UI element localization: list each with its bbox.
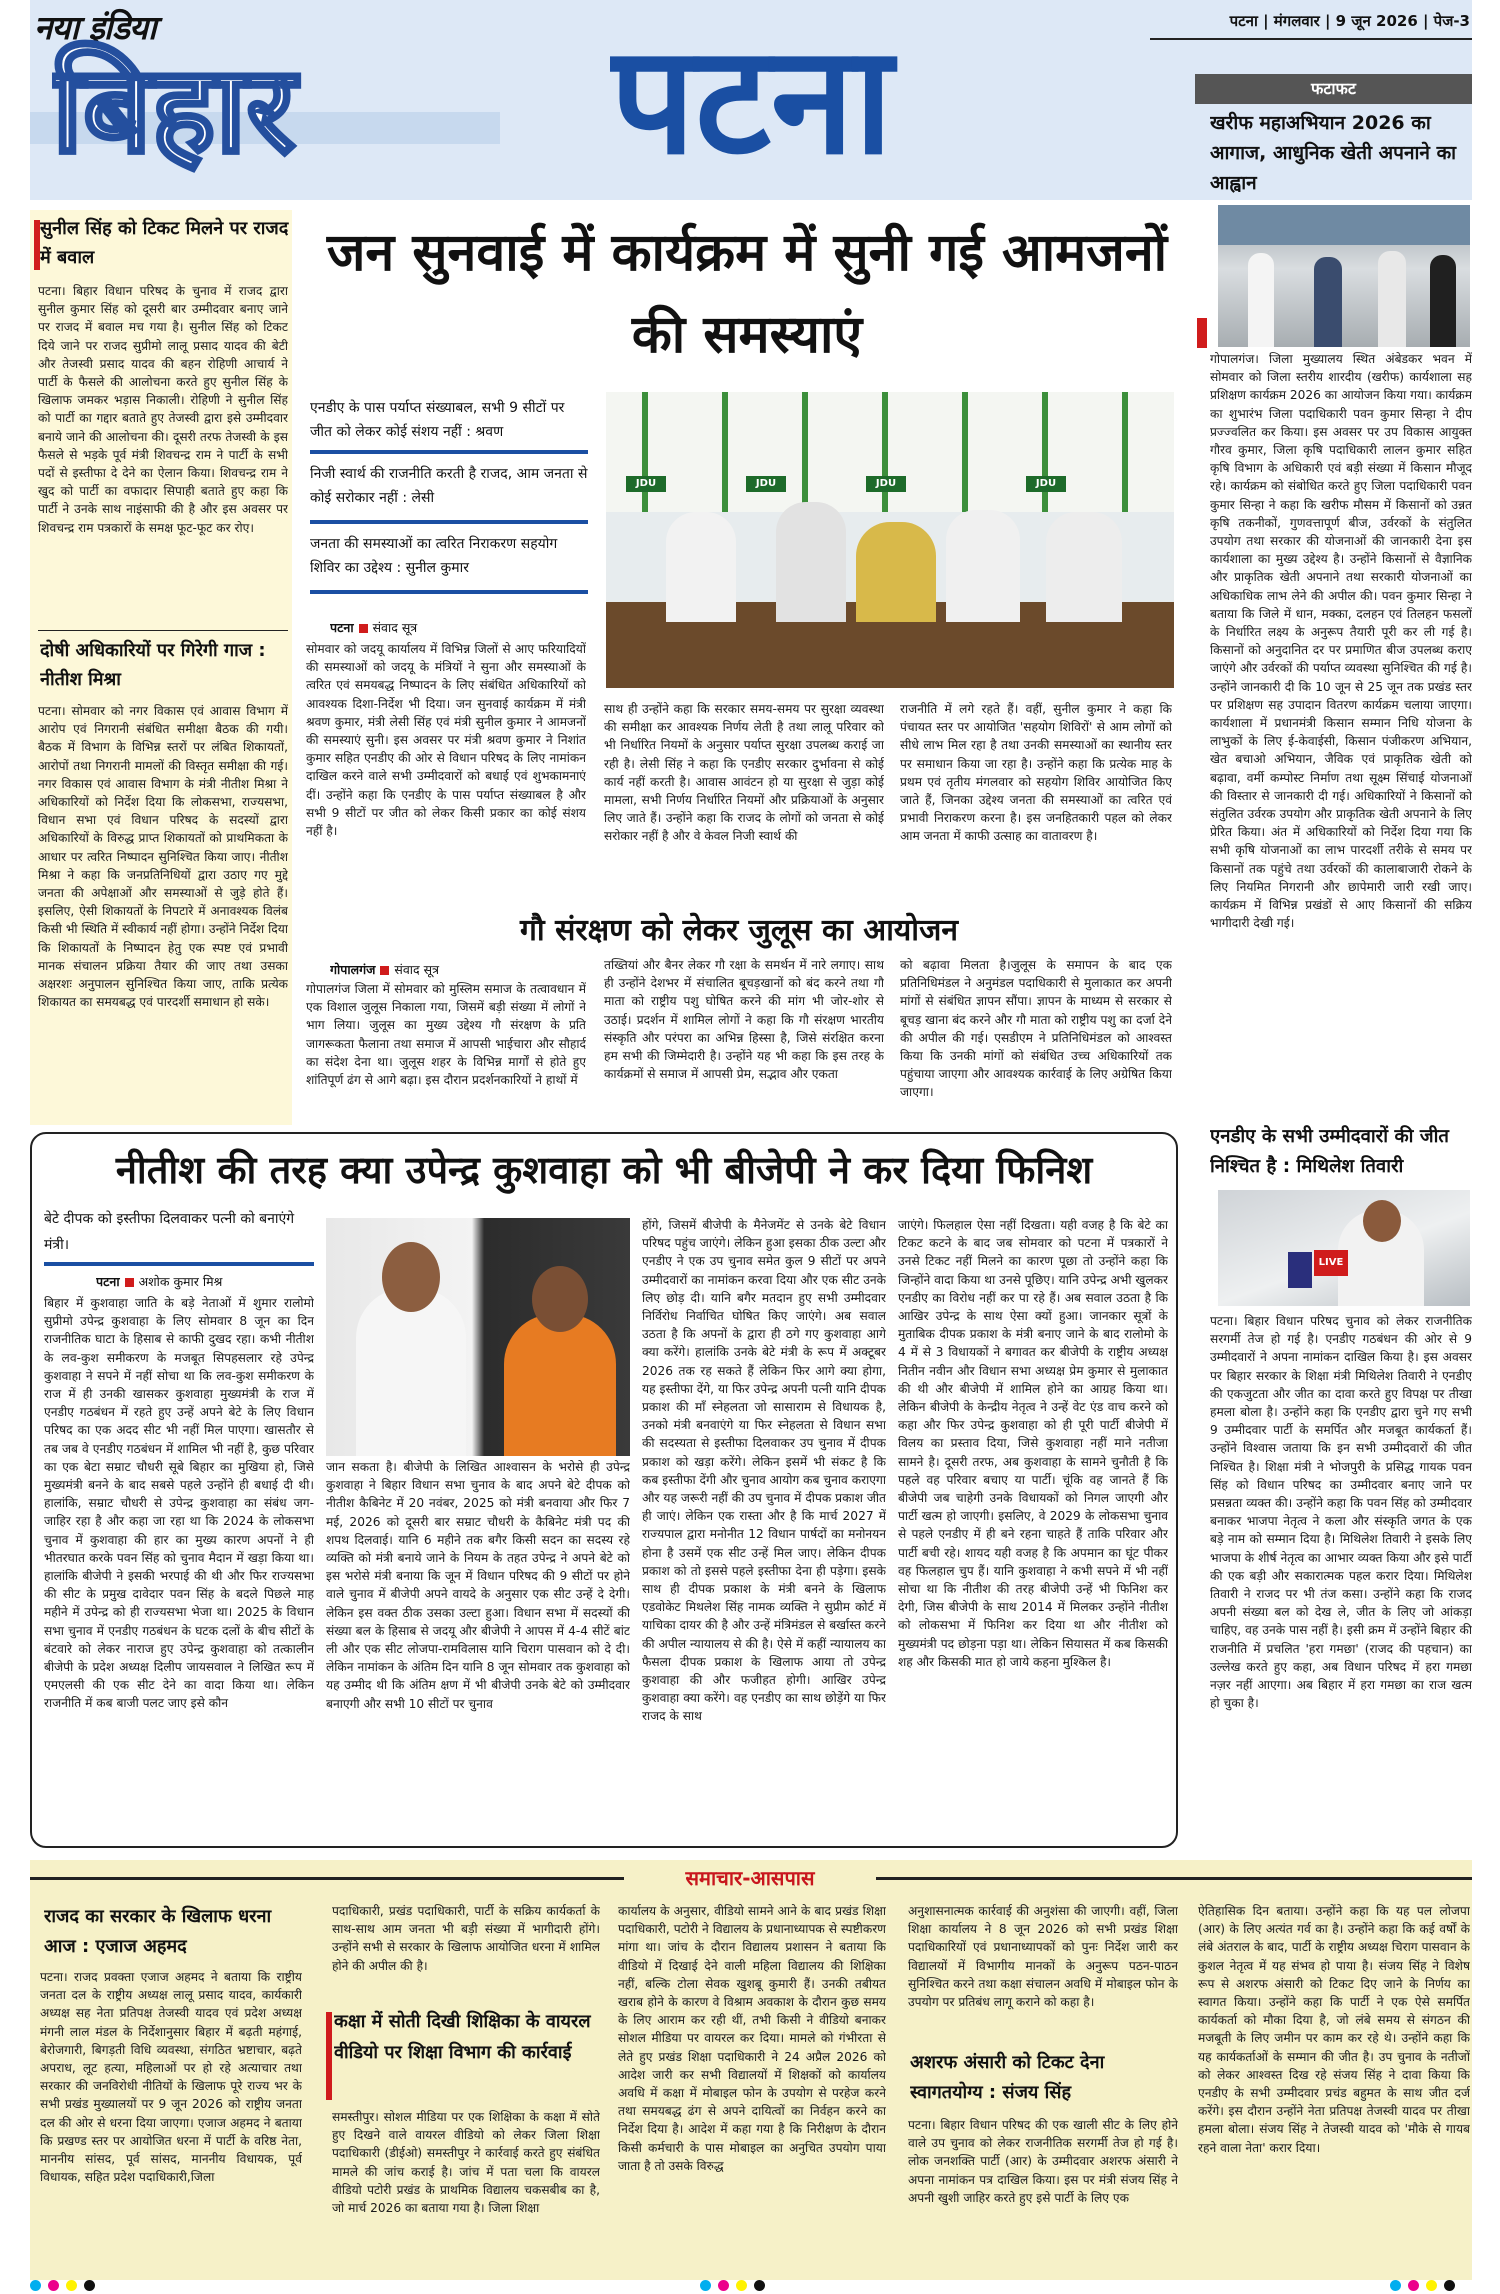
banner-logo: JDU: [746, 476, 786, 492]
mithilesh-headline: एनडीए के सभी उम्मीदवारों की जीत निश्चित है : मिथिलेश तिवारी: [1210, 1126, 1449, 1177]
quote-rule: [310, 590, 588, 594]
mithilesh-photo: [1218, 1190, 1470, 1306]
person-figure: [1248, 253, 1274, 347]
cow-byline: [330, 960, 590, 980]
section-header: समाचार-आसपास: [624, 1862, 876, 1894]
yellow-dot: [736, 2280, 747, 2291]
left1-headline: सुनील सिंह को टिकट मिलने पर राजद में बवाल: [40, 218, 289, 268]
byline-marker-icon: [359, 624, 368, 633]
teacher-col4: अनुशासनात्मक कार्रवाई की अनुशंसा की जाएगी। वहीं, जिला शिक्षा कार्यालय ने 8 जून 2026 को सभी प्रखंड शिक्षा पदाधिकारियों एवं प्रधानाध्यापकों को पुनः निर्देश जारी कर विद्यालयों में विभागीय मानकों के अनुरूप पठन-पाठन सुनिश्चित करने तथा कक्षा संचालन अवधि में मोबाइल फोन के उपयोग पर प्रतिबंध लागू कराने को कहा है।: [908, 1904, 1178, 2010]
dateline: पटना | मंगलवार | 9 जून 2026 | पेज-3: [1229, 12, 1470, 30]
person-head: [532, 1266, 588, 1332]
registration-marks: [700, 2280, 800, 2292]
ejaz-col2: पदाधिकारी, प्रखंड पदाधिकारी, पार्टी के सक्रिय कार्यकर्ता के साथ-साथ आम जनता भी बड़ी संख्या में भागीदारी होंगे। उन्होंने सभी से सरकार के खिलाफ आयोजित धरना में शामिल होने की अपील की है।: [332, 1904, 600, 1973]
mithilesh-body: पटना। बिहार विधान परिषद चुनाव को लेकर राजनीतिक सरगर्मी तेज हो गई है। एनडीए गठबंधन की ओर से 9 उम्मीदवारों ने अपना नामांकन दाखिल किया है। इस अवसर पर बिहार सरकार के शिक्षा मंत्री मिथिलेश तिवारी ने एनडीए की एकजुटता और जीत का दावा करते हुए विपक्ष पर तीखा हमला बोला है। उन्होंने कहा कि एनडीए द्वारा चुने गए सभी 9 उम्मीदवार पार्टी के समर्पित और मजबूत कार्यकर्ता हैं। उन्होंने विश्वास जताया कि इन सभी उम्मीदवारों की जीत निश्चित है। शिक्षा मंत्री ने भोजपुरी के प्रसिद्ध गायक पवन सिंह को विधान परिषद का उम्मीदवार बनाए जाने पर प्रसन्नता व्यक्त की। उन्होंने कहा कि पवन सिंह को उम्मीदवार बनाकर भाजपा नेतृत्व ने कला और संस्कृति जगत के एक बड़े नाम को सम्मान दिया है। मिथिलेश तिवारी ने इसके लिए भाजपा के शीर्ष नेतृत्व का आभार व्यक्त किया और इसे पार्टी की एक बड़ी और सकारात्मक पहल करार दिया। मिथिलेश तिवारी ने राजद पर भी तंज कसा। उन्होंने कहा कि राजद अपनी संख्या बल को देख ले, जीत के लिए जो आंकड़ा चाहिए, वह उनके पास नहीं है। इसी क्रम में उन्होंने बिहार की राजनीति में प्रचलित 'हरा गमछा' (राजद की पहचान) का उल्लेख करते हुए कहा, अब विधान परिषद में हरा गमछा नज़र नहीं आएगा। अब बिहार में हरा गमछा का राज खत्म हो चुका है।: [1210, 1314, 1472, 1711]
black-dot: [84, 2280, 95, 2291]
backdrop-banner: [606, 392, 1174, 512]
speaker-head: [1363, 1200, 1401, 1242]
lead-quote-1: एनडीए के पास पर्याप्त संख्याबल, सभी 9 सीटों पर जीत को लेकर कोई संशय नहीं : श्रवण: [310, 400, 565, 440]
left1-body: पटना। बिहार विधान परिषद के चुनाव में राजद द्वारा सुनील कुमार सिंह को दूसरी बार उम्मीदवार बनाए जाने पर राजद में बवाल मच गया है। सुनील सिंह को टिकट दिये जाने पर राजद सुप्रीमो लालू प्रसाद यादव की बेटी और तेजस्वी प्रसाद यादव की बहन रोहिणी आचार्य ने पार्टी के फैसले की आलोचना करते हुए सुनील सिंह के खिलाफ जमकर भड़ास निकाली। रोहिणी ने सुनील सिंह को पार्टी का गद्दार बताते हुए तेजस्वी द्वारा इसे उम्मीदवार बनाये जाने की आलोचना की। दूसरी तरफ तेजस्वी के इस फैसले से भड़के पूर्व मंत्री शिवचन्द्र राम ने पार्टी के सभी पदों से इस्तीफा दे देने का ऐलान किया। शिवचन्द्र राम ने खुद को पार्टी का वफादार सिपाही बताते हुए कहा कि पार्टी ने उनके साथ नाइंसाफी की है और इस अवसर पर शिवचन्द्र राम पत्रकारों के समक्ष फूट-फूट कर रोए।: [38, 284, 288, 535]
nitish-byline: [96, 1272, 316, 1292]
magenta-dot: [48, 2280, 59, 2291]
mic-logo: [1288, 1252, 1312, 1288]
fatafat-headline: खरीफ महाअभियान 2026 का आगाज, आधुनिक खेती अपनाने का आह्वान: [1210, 112, 1457, 194]
registration-marks: [1390, 2280, 1470, 2292]
banner-logo: JDU: [866, 476, 906, 492]
byline-marker-icon: [380, 966, 389, 975]
teacher-col2: समस्तीपुर। सोशल मीडिया पर एक शिक्षिका के कक्षा में सोते हुए दिखने वाले वायरल वीडियो को लेकर जिला शिक्षा पदाधिकारी (डीईओ) समस्तीपुर ने कार्रवाई करते हुए संबंधित मामले की जांच कराई है। जांच में पता चला कि वायरल वीडियो पटोरी प्रखंड के प्राथमिक विद्यालय चकसबीब का है, जो मार्च 2026 का बताया गया है। जिला शिक्षा: [332, 2110, 600, 2216]
person-figure: [504, 1314, 616, 1456]
person-figure: [856, 522, 936, 622]
cow-col2: तख्तियां और बैनर लेकर गौ रक्षा के समर्थन में नारे लगाए। साथ ही उन्होंने देशभर में संचालित बूचड़खानों को बंद करने तथा गौ माता को राष्ट्रीय पशु घोषित करने की मांग भी जोर-शोर से उठाई। प्रदर्शन में शामिल लोगों ने कहा कि गौ संरक्षण भारतीय संस्कृति और परंपरा का अभिन्न हिस्सा है, जिसे संरक्षित करना हम सभी की जिम्मेदारी है। उन्होंने यह भी कहा कि इस तरह के कार्यक्रमों से समाज में आपसी प्रेम, सद्भाव और एकता: [604, 958, 884, 1082]
teacher-headline: कक्षा में सोती दिखी शिक्षिका के वायरल वीडियो पर शिक्षा विभाग की कार्रवाई: [334, 2011, 591, 2063]
byline-place: पटना: [96, 1274, 120, 1289]
nitish-headline: नीतीश की तरह क्या उपेन्द्र कुशवाहा को भी बीजेपी ने कर दिया फिनिश: [115, 1148, 1093, 1192]
cow-headline: गौ संरक्षण को लेकर जुलूस का आयोजन: [520, 913, 958, 948]
brand-logo: नया इंडिया: [34, 8, 156, 47]
byline-source: अशोक कुमार मिश्र: [138, 1274, 223, 1289]
nitish-col2: जान सकता है। बीजेपी के लिखित आश्वासन के भरोसे ही उपेन्द्र कुशवाहा ने बिहार विधान सभा चुनाव के बाद अपने बेटे दीपक को नीतीश कैबिनेट में 20 नवंबर, 2025 को मंत्री बनवाया और फिर 7 मई, 2026 को दूसरी बार सम्राट चौधरी के कैबिनेट मंत्री पद की शपथ दिलवाई। यानि 6 महीने तक बगैर किसी सदन का सदस्य रहे व्यक्ति को मंत्री बनाये जाने के नियम के तहत उपेन्द्र ने अपने बेटे को इस भरोसे मंत्री बनाया कि जून में विधान परिषद की 9 सीटों पर होने वाले चुनाव में बीजेपी अपने वायदे के अनुसार एक सीट उन्हें दे देगी। लेकिन इस वक्त ठीक उसका उल्टा हुआ। विधान सभा में सदस्यों की संख्या बल के हिसाब से जदयू और बीजेपी ने आपस में 4-4 सीटें बांट ली और एक सीट लोजपा-रामविलास यानि चिराग पासवान को दे दी। लेकिन नामांकन के अंतिम दिन यानि 8 जून सोमवार तक कुशवाहा को यह उम्मीद थी कि अंतिम क्षण में भी बीजेपी उनके बेटे को उम्मीदवार बनाएगी और सभी 10 सीटों पर चुनाव: [326, 1460, 630, 1711]
lead-col3: राजनीति में लगे रहते हैं। वहीं, सुनील कुमार ने कहा कि पंचायत स्तर पर आयोजित 'सहयोग शिविरों' से आम लोगों को सीधे लाभ मिल रहा है तथा उनकी समस्याओं का स्थानीय स्तर पर समाधान किया जा रहा है। उन्होंने कहा कि प्रत्येक माह के प्रथम एवं तृतीय मंगलवार को सहयोग शिविर आयोजित किए जाते हैं, जिनका उद्देश्य जनता की समस्याओं का त्वरित एवं प्रभावी निराकरण करना है। इस जनहितकारी पहल को लेकर आम जनता में काफी उत्साह का वातावरण है।: [900, 702, 1172, 844]
registration-marks: [30, 2280, 230, 2292]
teacher-redbar: [326, 2012, 332, 2100]
person-figure: [946, 510, 1020, 622]
lead-byline: [330, 618, 600, 638]
nitish-col4: जाएंगे। फिलहाल ऐसा नहीं दिखता। यही वजह है कि बेटे का टिकट कटने के बाद जब सोमवार को पटना में पत्रकारों ने उनसे टिकट नहीं मिलने का कारण पूछा तो उन्होंने कहा कि जिन्होंने वादा किया था उनसे पूछिए। यानि उपेन्द्र अभी खुलकर एनडीए का विरोध नहीं कर पा रहे हैं। अब सवाल उठता है कि आखिर उपेन्द्र के साथ ऐसा क्यों हुआ। जानकार सूत्रों के मुताबिक दीपक प्रकाश के मंत्री बनाए जाने के बाद रालोमो के 4 में से 3 विधायकों ने बगावत कर बीजेपी के राष्ट्रीय अध्यक्ष नितीन नवीन और विधान सभा अध्यक्ष प्रेम कुमार से मुलाकात की थी और बीजेपी में शामिल होने का आग्रह किया था। लेकिन बीजेपी के केन्द्रीय नेतृत्व ने उन्हें वेट एंड वाच करने को कहा और फिर उपेन्द्र कुशवाहा को ही पूरी पार्टी बीजेपी में विलय का प्रस्ताव दिया, जिसे कुशवाहा नहीं माने नतीजा सामने है। दूसरी तरफ, अब कुशवाहा के सामने चुनौती है कि पहले वह परिवार बचाए या पार्टी। चूंकि वह जानते हैं कि बीजेपी जब चाहेगी उनके विधायकों को निगल जाएगी और पार्टी खत्म हो जाएगी। इसलिए, वे 2029 के लोकसभा चुनाव से पहले एनडीए में ही बने रहना चाहते हैं ताकि परिवार और पार्टी बची रहे। शायद यही वजह है कि अपमान का घूंट पीकर वह फिलहाल चुप हैं। यानि कुशवाहा ने कभी सपने में भी नहीं सोचा था कि नीतीश की तरह बीजेपी उन्हें भी फिनिश कर देगी, जिस बीजेपी के साथ 2014 में मिलकर उन्होंने नीतीश को लोकसभा में फिनिश कर दिया था और नीतीश को मुख्यमंत्री पद छोड़ना पड़ा था। लेकिन सियासत में कब किसकी शह और किसकी मात हो जाये कहना मुश्किल है।: [898, 1218, 1168, 1669]
black-dot: [754, 2280, 765, 2291]
lead-quote-3: जनता की समस्याओं का त्वरित निराकरण सहयोग शिविर का उद्देश्य : सुनील कुमार: [310, 536, 558, 576]
lead-col1: सोमवार को जदयू कार्यालय में विभिन्न जिलों से आए फरियादियों की समस्याओं को जदयू के मंत्रियों ने सुना और समस्याओं के त्वरित एवं समयबद्ध निष्पादन के लिए संबंधित अधिकारियों को आवश्यक दिशा-निर्देश भी दिया। जन सुनवाई कार्यक्रम में मंत्री श्रवण कुमार, मंत्री लेसी सिंह एवं मंत्री सुनील कुमार ने आमजनों की समस्याएं सुनी। इस अवसर पर मंत्री श्रवण कुमार ने निशांत कुमार सहित एनडीए की ओर से विधान परिषद के लिए नामांकन दाखिल करने वाले सभी उम्मीदवारों को बधाई एवं शुभकामनाएं दीं। उन्होंने कहा कि एनडीए के पास पर्याप्त संख्याबल है और सभी 9 सीटों पर जीत को लेकर किसी प्रकार का कोई संशय नहीं है।: [306, 642, 586, 839]
yellow-dot: [1426, 2280, 1437, 2291]
person-figure: [1314, 257, 1342, 347]
yellow-dot: [66, 2280, 77, 2291]
nitish-deck: बेटे दीपक को इस्तीफा दिलवाकर पत्नी को बनाएंगे मंत्री।: [44, 1211, 295, 1253]
quote-rule: [310, 520, 588, 524]
cow-col3: को बढ़ावा मिलता है।जुलूस के समापन के बाद एक प्रतिनिधिमंडल ने अनुमंडल पदाधिकारी से मुलाकात कर अपनी मांगों से संबंधित ज्ञापन सौंपा। ज्ञापन के माध्यम से सरकार से बूचड़ खाना बंद करने और गौ माता को राष्ट्रीय पशु का दर्जा देने की अपील की गई। एसडीएम ने प्रतिनिधिमंडल को आश्वस्त किया कि उनकी मांगों को संबंधित उच्च अधिकारियों तक पहुंचाया जाएगा और आवश्यक कार्रवाई के लिए अग्रेषित किया जाएगा।: [900, 958, 1172, 1100]
person-head: [382, 1242, 440, 1312]
byline-place: पटना: [330, 620, 354, 635]
person-figure: [1378, 251, 1406, 347]
cyan-dot: [1390, 2280, 1401, 2291]
person-figure: [1430, 255, 1456, 347]
lead-col2: साथ ही उन्होंने कहा कि सरकार समय-समय पर सुरक्षा व्यवस्था की समीक्षा कर आवश्यक निर्णय लेती है तथा लालू परिवार को भी निर्धारित नियमों के अनुसार पर्याप्त सुरक्षा उपलब्ध कराई जा रही है। लेसी सिंह ने कहा कि एनडीए सरकार दुर्भावना से कोई कार्य नहीं करती है। आवास आवंटन हो या सुरक्षा से जुड़ा कोई मामला, सभी निर्णय निर्धारित नियमों और प्रक्रियाओं के अनुसार लिए जाते हैं। उन्होंने कहा कि राजद के लोगों को जनता से कोई सरोकार नहीं है और वे केवल निजी स्वार्थ की: [604, 702, 884, 844]
black-dot: [1444, 2280, 1455, 2291]
fatafat-photo: [1218, 205, 1470, 347]
byline-source: संवाद सूत्र: [394, 962, 440, 977]
stage-banner: [1218, 205, 1470, 245]
fatafat-redbar: [1197, 318, 1207, 348]
teacher-col3: कार्यालय के अनुसार, वीडियो सामने आने के बाद प्रखंड शिक्षा पदाधिकारी, पटोरी ने विद्यालय के प्रधानाध्यापक से स्पष्टीकरण मांगा था। जांच के दौरान विद्यालय प्रशासन ने बताया कि वीडियो में दिखाई देने वाली महिला विद्यालय की शिक्षिका नहीं, बल्कि टोला सेवक खुशबू कुमारी हैं। उनकी तबीयत खराब होने के कारण वे विश्राम अवकाश के दौरान कुछ समय के लिए आराम कर रही थीं, तभी किसी ने वीडियो बनाकर सोशल मीडिया पर वायरल कर दिया। मामले को गंभीरता से लेते हुए प्रखंड शिक्षा पदाधिकारी ने 24 अप्रैल 2026 को आदेश जारी कर सभी विद्यालयों में शिक्षकों को कार्यालय अवधि में कक्षा में मोबाइल फोन के उपयोग से परहेज करने तथा समयबद्ध ढंग से अपने दायित्वों का निर्वहन करने का निर्देश दिया है। आदेश में कहा गया है कि निरीक्षण के दौरान किसी कर्मचारी के पास मोबाइल का अनुचित उपयोग पाया जाता है तो उसके विरुद्ध: [618, 1904, 886, 2173]
city-title: पटना: [610, 14, 893, 188]
cow-col1: गोपालगंज जिला में सोमवार को मुस्लिम समाज के तत्वावधान में एक विशाल जुलूस निकाला गया, जिसमें बड़ी संख्या में लोगों ने भाग लिया। जुलूस का मुख्य उद्देश्य गौ संरक्षण के प्रति जागरूकता फैलाना तथा समाज में आपसी भाईचारा और सौहार्द का संदेश देना था। जुलूस शहर के विभिन्न मार्गों से होते हुए शांतिपूर्ण ढंग से आगे बढ़ा। इस दौरान प्रदर्शनकारियों ने हाथों में: [306, 982, 586, 1088]
byline-place: गोपालगंज: [330, 962, 376, 977]
banner-logo: JDU: [626, 476, 666, 492]
quote-rule: [310, 450, 588, 454]
nitish-photo: [326, 1218, 630, 1456]
left2-body: पटना। सोमवार को नगर विकास एवं आवास विभाग में आरोप एवं निगरानी संबंधित समीक्षा बैठक की गयी। बैठक में विभाग के विभिन्न स्तरों पर लंबित शिकायतों, आरोपों तथा निगरानी मामलों की विस्तृत समीक्षा की गई। नगर विकास एवं आवास विभाग के मंत्री नीतीश मिश्रा ने अधिकारियों को निर्देश दिया कि लोकसभा, राज्यसभा, विधान सभा एवं विधान परिषद के सदस्यों द्वारा अधिकारियों के विरुद्ध प्राप्त शिकायतों को प्राथमिकता के आधार पर त्वरित निष्पादन सुनिश्चित किया जाए। नीतीश मिश्रा ने कहा कि जनप्रतिनिधियों द्वारा उठाए गए मुद्दे जनता की अपेक्षाओं और समस्याओं से जुड़े होते हैं। इसलिए, ऐसी शिकायतों के निपटारे में अनावश्यक विलंब किसी भी स्थिति में स्वीकार्य नहीं होगा। उन्होंने निर्देश दिया कि शिकायतों के निष्पादन हेतु एक स्पष्ट एवं प्रभावी मानक संचालन प्रक्रिया तैयार की जाए तथा उसका अक्षरशः अनुपालन सुनिश्चित किया जाए, ताकि प्रत्येक शिकायत का समयबद्ध एवं पारदर्शी समाधान हो सके।: [38, 704, 288, 1010]
cyan-dot: [700, 2280, 711, 2291]
magenta-dot: [718, 2280, 729, 2291]
fatafat-label: फटाफट: [1195, 74, 1472, 104]
nitish-col3: होंगे, जिसमें बीजेपी के मैनेजमेंट से उनके बेटे विधान परिषद पहुंच जाएंगे। लेकिन हुआ इसका ठीक उल्टा और एनडीए ने एक उप चुनाव समेत कुल 9 सीटों पर अपने उम्मीदवारों का नामांकन करवा दिया और एक सीट उनके लिए छोड़ दी। यानि बगैर मतदान हुए सभी उम्मीदवार निर्विरोध निर्वाचित घोषित किए जाएंगे। अब सवाल उठता है कि अपनों के द्वारा ही ठगे गए कुशवाहा आगे क्या करेंगे। हालांकि उनके बेटे मंत्री के रूप में अक्टूबर 2026 तक रह सकते हैं लेकिन फिर आगे क्या होगा, यह इस्तीफा देंगे, या फिर उपेन्द्र अपनी पत्नी यानि दीपक प्रकाश की माँ स्नेहलता जो सासाराम से विधायक है, उनको मंत्री बनवाएंगे या फिर स्नेहलता से विधान सभा की सदस्यता से इस्तीफा दिलवाकर उप चुनाव में दीपक प्रकाश को खड़ा करेंगे। लेकिन इसमें भी संकट है कि कब इस्तीफा देंगी और चुनाव आयोग कब चुनाव कराएगा और यह जरूरी नहीं की उप चुनाव में दीपक प्रकाश जीत ही जाएं। लेकिन एक रास्ता और है कि मार्च 2027 में राज्यपाल द्वारा मनोनीत 12 विधान पार्षदों का मनोनयन होना है उसमें एक सीट उन्हें मिल जाए। लेकिन दीपक प्रकाश को तो इससे पहले इस्तीफा देना ही पड़ेगा। इसके साथ ही दीपक प्रकाश के मंत्री बनने के खिलाफ एडवोकेट मिथलेश सिंह नामक व्यक्ति ने सुप्रीम कोर्ट में याचिका दायर की है और उन्हें मंत्रिमंडल से बर्खास्त करने की अपील न्यायालय से की है। ऐसे में कहीं न्यायालय का फैसला दीपक प्रकाश के खिलाफ आया तो उपेन्द्र कुशवाहा की और फजीहत होगी। आखिर उपेन्द्र कुशवाहा क्या करेंगे। वह एनडीए का साथ छोड़ेंगे या फिर राजद के साथ: [642, 1218, 886, 1724]
magenta-dot: [1408, 2280, 1419, 2291]
byline-source: संवाद सूत्र: [372, 620, 418, 635]
lead-headline: जन सुनवाई में कार्यक्रम में सुनी गई आमजनों की समस्याएं: [326, 223, 1168, 365]
dateline-rule: [1150, 38, 1472, 40]
deck-rule: [44, 1262, 314, 1266]
ashraf-col5: ऐतिहासिक दिन बताया। उन्होंने कहा कि यह पल लोजपा (आर) के लिए अत्यंत गर्व का है। उन्होंने कहा कि कई वर्षों के लंबे अंतराल के बाद, पार्टी के राष्ट्रीय अध्यक्ष चिराग पासवान के कुशल नेतृत्व में यह संभव हो पाया है। संजय सिंह ने विशेष रूप से अशरफ अंसारी को टिकट दिए जाने के निर्णय का स्वागत किया। उन्होंने कहा कि पार्टी ने एक ऐसे समर्पित कार्यकर्ता को मौका दिया है, जो लंबे समय से संगठन की मजबूती के लिए जमीन पर काम कर रहे थे। उन्होंने कहा कि यह कार्यकर्ताओं के सम्मान की जीत है। उप चुनाव के नतीजों को लेकर आश्वस्त दिख रहे संजय सिंह ने दावा किया कि एनडीए के सभी उम्मीदवार प्रचंड बहुमत के साथ जीत दर्ज करेंगे। इस दौरान उन्होंने नेता प्रतिपक्ष तेजस्वी यादव पर तीखा हमला बोला। संजय सिंह ने तेजस्वी यादव को 'मौके से गायब रहने वाला नेता' करार दिया।: [1198, 1904, 1470, 2155]
person-figure: [356, 1288, 466, 1456]
left-divider: [38, 630, 288, 631]
person-figure: [776, 502, 846, 622]
ashraf-headline: अशरफ अंसारी को टिकट देना स्वागतयोग्य : संजय सिंह: [910, 2052, 1105, 2103]
lead-quote-2: निजी स्वार्थ की राजनीति करती है राजद, आम जनता से कोई सरोकार नहीं : लेसी: [310, 466, 588, 506]
ejaz-headline: राजद का सरकार के खिलाफ धरना आज : एजाज अहमद: [44, 1906, 272, 1957]
mic-logo: LIVE: [1314, 1250, 1348, 1276]
left2-headline: दोषी अधिकारियों पर गिरेगी गाज : नीतीश मिश्रा: [40, 640, 266, 690]
fatafat-body: गोपालगंज। जिला मुख्यालय स्थित अंबेडकर भवन में सोमवार को जिला स्तरीय शारदीय (खरीफ) कार्यशाला सह प्रशिक्षण कार्यक्रम 2026 का आयोजन किया गया। कार्यक्रम का शुभारंभ जिला पदाधिकारी पवन कुमार सिन्हा ने दीप प्रज्ज्वलित कर किया। इस अवसर पर उप विकास आयुक्त गौरव कुमार, जिला कृषि पदाधिकारी लालन कुमार सहित कृषि विभाग के अधिकारी एवं बड़ी संख्या में किसान मौजूद रहे। कार्यक्रम को संबोधित करते हुए जिला पदाधिकारी पवन कुमार सिन्हा ने कहा कि खरीफ मौसम में किसानों को उन्नत कृषि तकनीकों, गुणवत्तापूर्ण बीज, उर्वरकों के संतुलित उपयोग तथा सरकार की योजनाओं की जानकारी देना इस कार्यशाला का मुख्य उद्देश्य है। उन्होंने किसानों से वैज्ञानिक और प्राकृतिक खेती अपनाने तथा सरकारी योजनाओं का अधिकाधिक लाभ लेने की अपील की। पवन कुमार सिन्हा ने बताया कि जिले में धान, मक्का, दलहन एवं तिलहन फसलों के निर्धारित लक्ष्य के अनुरूप तैयारी पूरी कर ली गई है। किसानों को अनुदानित दर पर प्रमाणित बीज उपलब्ध कराए जाएंगे और उर्वरकों की पर्याप्त व्यवस्था सुनिश्चित की गई है। उन्होंने जानकारी दी कि 10 जून से 25 जून तक प्रखंड स्तर पर प्रशिक्षण सह उपादान वितरण कार्यक्रम चलाया जाएगा। कार्यशाला में प्रधानमंत्री किसान सम्मान निधि योजना के लाभुकों के लिए ई-केवाईसी, किसान पंजीकरण अभियान, खेत बचाओ अभियान, जैविक एवं प्राकृतिक खेती को बढ़ावा, वर्मी कम्पोस्ट निर्माण तथा सूक्ष्म सिंचाई योजनाओं की विस्तार से जानकारी दी गई। अधिकारियों ने किसानों को संतुलित उर्वरक उपयोग और प्राकृतिक खेती अपनाने के लिए प्रेरित किया। अंत में अधिकारियों को निर्देश दिया गया कि सभी कृषि योजनाओं का लाभ पारदर्शी तरीके से समय पर किसानों तक पहुंचे तथा उर्वरकों की कालाबाजारी रोकने के लिए नियमित निगरानी और छापेमारी जारी रखी जाए। कार्यक्रम में विभिन्न प्रखंडों से आए किसानों की सक्रिय भागीदारी देखी गई।: [1210, 352, 1472, 931]
cyan-dot: [30, 2280, 41, 2291]
banner-logo: JDU: [1026, 476, 1066, 492]
person-figure: [666, 512, 736, 622]
state-title: बिहार: [52, 41, 296, 180]
lead-quotes: [306, 396, 588, 606]
lead-photo: [606, 392, 1174, 688]
ejaz-col1: पटना। राजद प्रवक्ता एजाज अहमद ने बताया कि राष्ट्रीय जनता दल के राष्ट्रीय अध्यक्ष लालू प्रसाद यादव, कार्यकारी अध्यक्ष सह नेता प्रतिपक्ष तेजस्वी यादव एवं प्रदेश अध्यक्ष मंगनी लाल मंडल के निर्देशानुसार बिहार में बढ़ती महंगाई, बेरोजगारी, बिगड़ती विधि व्यवस्था, संगठित भ्रष्टाचार, बढ़ते अपराध, लूट हत्या, महिलाओं पर हो रहे अत्याचार तथा सरकार की जनविरोधी नीतियों के खिलाफ पूरे राज्य भर के सभी प्रखंड मुख्यालयों पर 9 जून 2026 को राष्ट्रीय जनता दल की ओर से धरना दिया जाएगा। एजाज अहमद ने बताया कि प्रखण्ड स्तर पर आयोजित धरना में पार्टी के वरिष्ठ नेता, माननीय सांसद, पूर्व सांसद, माननीय विधायक, पूर्व विधायक, सहित प्रदेश पदाधिकारी,जिला: [40, 1970, 302, 2185]
ashraf-col4: पटना। बिहार विधान परिषद की एक खाली सीट के लिए होने वाले उप चुनाव को लेकर राजनीतिक सरगर्मी तेज हो गई है। लोक जनशक्ति पार्टी (आर) के उम्मीदवार अशरफ अंसारी ने अपना नामांकन पत्र दाखिल किया। इस पर मंत्री संजय सिंह ने अपनी खुशी जाहिर करते हुए इसे पार्टी के लिए एक: [908, 2118, 1178, 2205]
nitish-col1: बिहार में कुशवाहा जाति के बड़े नेताओं में शुमार रालोमो सुप्रीमो उपेन्द्र कुशवाहा के लिए सोमवार 8 जून का दिन राजनीतिक घाटा के हिसाब से काफी दुखद रहा। कभी नीतीश के लव-कुश समीकरण के मजबूत सिपहसलार रहे उपेन्द्र कुशवाहा ने सपने में नहीं सोचा था कि लव-कुश समीकरण के राज में ही उनकी खासकर कुशवाहा मुख्यमंत्री के राज में एनडीए गठबंधन में रहते हुए उन्हें अपने बेटे के लिए विधान परिषद का एक अदद सीट भी नहीं मिल पाएगा। खासतौर से तब जब वे एनडीए गठबंधन में शामिल भी नहीं है, कुछ परिवार का एक बेटा सम्राट चौधरी सूबे बिहार का मुखिया हो, जिसे मुख्यमंत्री बनने के बाद सबसे पहले उन्होंने ही बधाई दी थी। हालांकि, सम्राट चौधरी से उपेन्द्र कुशवाहा का संबंध जग-जाहिर रहा है और कहा जा रहा था कि 2024 के लोकसभा चुनाव में कुशवाहा की हार का मुख्य कारण अपनों ने ही भीतरघात करके पवन सिंह को चुनाव मैदान में खड़ा किया था। हालांकि बीजेपी ने इसकी भरपाई की थी और फिर राज्यसभा की सीट के प्रमुख दावेदार पवन सिंह के बदले पिछले माह महीने में उपेन्द्र को ही राज्यसभा भेजा था। 2025 के विधान सभा चुनाव में एनडीए गठबंधन के घटक दलों के बीच सीटों के बंटवारे को लेकर नाराज हुए उपेन्द्र कुशवाहा को तत्कालीन बीजेपी के प्रदेश अध्यक्ष दिलीप जायसवाल ने लिखित रूप में एमएलसी की एक सीट देने का वादा किया था। लेकिन राजनीति में कब बाजी पलट जाए इसे कौन: [44, 1296, 314, 1711]
person-figure: [1046, 512, 1122, 622]
byline-marker-icon: [125, 1278, 134, 1287]
